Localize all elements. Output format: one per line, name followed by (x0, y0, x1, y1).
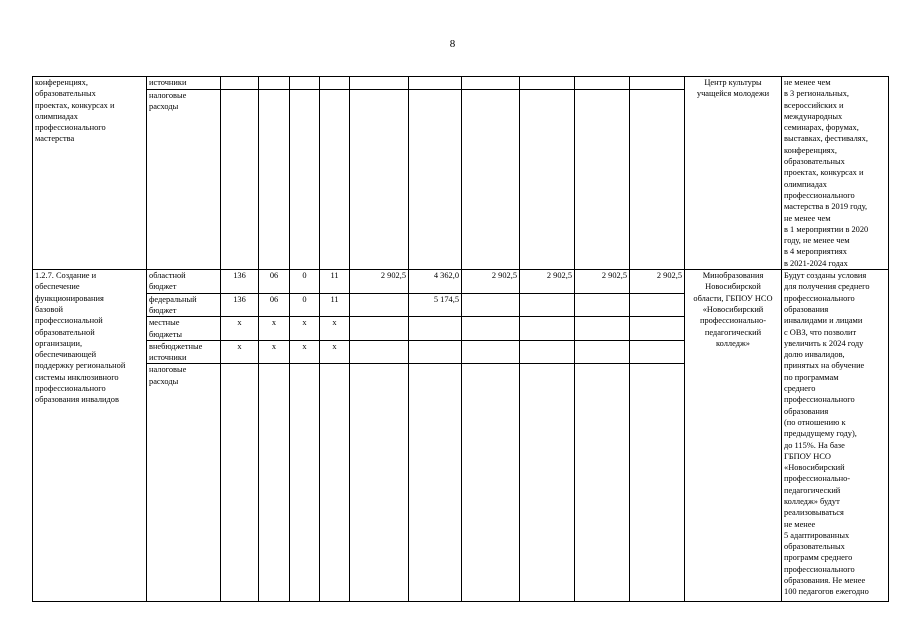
code-grbs: 136 (221, 293, 259, 317)
amount-2022 (520, 364, 575, 602)
table-row (33, 77, 889, 90)
amount-2024 (630, 293, 685, 317)
code-item: 0 (290, 270, 320, 294)
amount-2020: 5 174,5 (409, 293, 462, 317)
code-type (320, 364, 350, 602)
amount-2020 (409, 340, 462, 364)
code-item (290, 364, 320, 602)
amount-2022: 2 902,5 (520, 270, 575, 294)
code-type: 11 (320, 293, 350, 317)
amount-2023 (575, 364, 630, 602)
table-row (33, 270, 889, 294)
amount-2023 (575, 340, 630, 364)
amount-2021 (462, 317, 520, 341)
executor: Минобразования Новосибирской области, ГБПОУ НСО «Новосибирский профессионально- педагогический колледж» (685, 270, 782, 602)
code-type: x (320, 317, 350, 341)
code-section: 06 (259, 270, 290, 294)
funding-source: внебюджетные источники (147, 340, 221, 364)
code-type: x (320, 340, 350, 364)
amount-2022 (520, 317, 575, 341)
code-item: x (290, 340, 320, 364)
executor: Центр культуры учащейся молодежи (685, 77, 782, 270)
amount-2019 (350, 293, 409, 317)
page-number: 8 (449, 38, 456, 50)
funding-source: местные бюджеты (147, 317, 221, 341)
funding-source: источники (147, 77, 221, 90)
amount-2020 (409, 364, 462, 602)
amount-2019 (350, 340, 409, 364)
code-section: x (259, 317, 290, 341)
code-grbs (221, 364, 259, 602)
code-type: 11 (320, 270, 350, 294)
expected-result: Будут созданы условия для получения среднего профессионального образования инвалидами и лицами с ОВЗ, что позволит увеличить к 2024 году долю инвалидов, принятых на обучение по программам среднего профессионального образования (по отношению к предыдущему году), до 115%. На базе ГБПОУ НСО «Новосибирский профессионально- педагогический колледж» будут реализовываться не менее 5 адаптированных образовательных программ среднего профессионального образования. Не менее 100 педагогов ежегодно (782, 270, 889, 602)
event-description: конференциях, образовательных проектах, конкурсах и олимпиадах профессионального мастерства (33, 77, 147, 270)
amount-2020: 4 362,0 (409, 270, 462, 294)
amount-2024: 2 902,5 (630, 270, 685, 294)
funding-source: налоговые расходы (147, 89, 221, 270)
amount-2021 (462, 340, 520, 364)
amount-2024 (630, 364, 685, 602)
funding-source: налоговые расходы (147, 364, 221, 602)
code-item: 0 (290, 293, 320, 317)
expected-result: не менее чем в 3 региональных, всероссийских и международных семинарах, форумах, выставках, фестивалях, конференциях, образовательных проектах, конкурсах и олимпиадах профессионального мастерства в 2019 году, не менее чем в 1 мероприятии в 2020 году, не менее чем в 4 мероприятиях в 2021-2024 годах (782, 77, 889, 270)
amount-2021: 2 902,5 (462, 270, 520, 294)
code-grbs: 136 (221, 270, 259, 294)
amount-2021 (462, 364, 520, 602)
code-section: 06 (259, 293, 290, 317)
amount-2024 (630, 317, 685, 341)
amount-2019: 2 902,5 (350, 270, 409, 294)
amount-2024 (630, 340, 685, 364)
funding-source: областной бюджет (147, 270, 221, 294)
amount-2019 (350, 317, 409, 341)
amount-2023: 2 902,5 (575, 270, 630, 294)
code-section (259, 364, 290, 602)
funding-source: федеральный бюджет (147, 293, 221, 317)
event-description: 1.2.7. Создание и обеспечение функционирования базовой профессиональной образовательной организации, обеспечивающей поддержку региональной системы инклюзивного профессионального образования инвалидов (33, 270, 147, 602)
program-measures-table (32, 76, 889, 602)
amount-2022 (520, 293, 575, 317)
amount-2019 (350, 364, 409, 602)
amount-2022 (520, 340, 575, 364)
code-grbs: x (221, 317, 259, 341)
code-section: x (259, 340, 290, 364)
amount-2021 (462, 293, 520, 317)
code-item: x (290, 317, 320, 341)
amount-2023 (575, 293, 630, 317)
amount-2020 (409, 317, 462, 341)
code-grbs: x (221, 340, 259, 364)
amount-2023 (575, 317, 630, 341)
